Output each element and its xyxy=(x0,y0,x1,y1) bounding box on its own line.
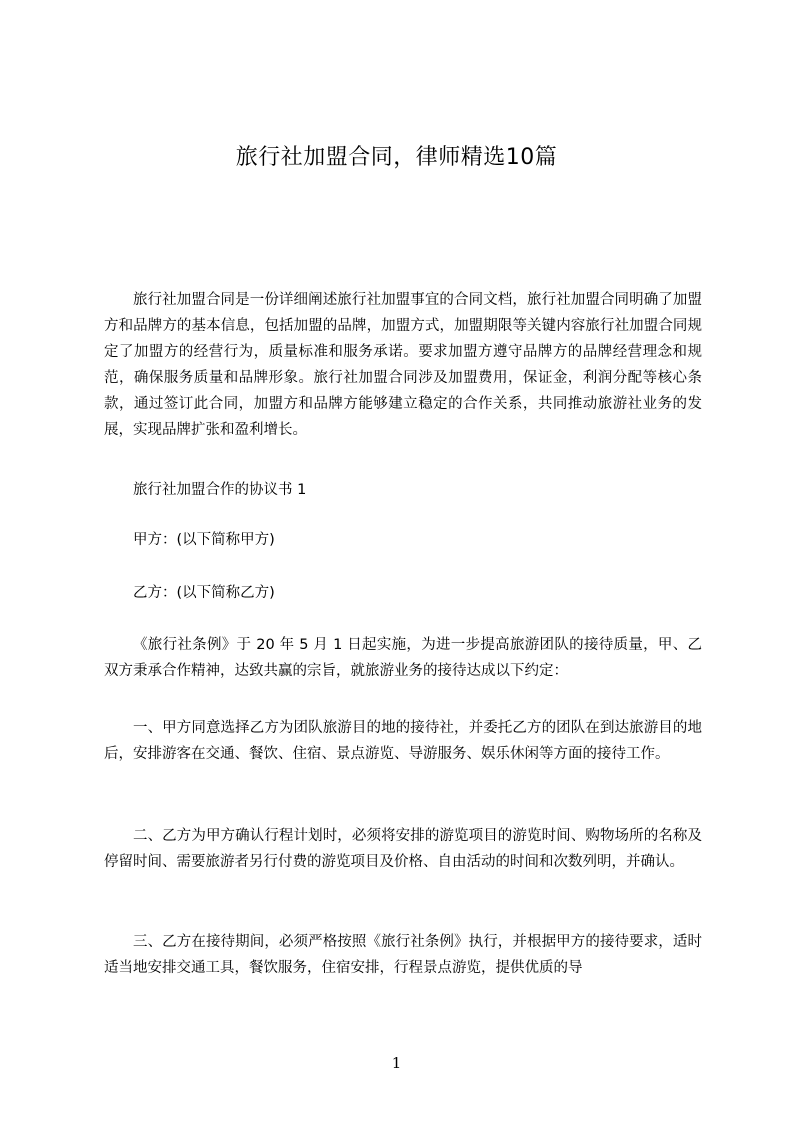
party-a-line: 甲方：(以下简称甲方) xyxy=(133,532,275,548)
clause-2-paragraph: 二、乙方为甲方确认行程计划时，必须将安排的游览项目的游览时间、购物场所的名称及停留时间、需要旅游者另行付费的游览项目及价格、自由活动的时间和次数列明，并确认。 xyxy=(104,828,702,870)
clause-1-block xyxy=(104,715,702,767)
page-number: 1 xyxy=(391,1054,402,1072)
clause-3-paragraph: 三、乙方在接待期间，必须严格按照《旅行社条例》执行，并根据甲方的接待要求，适时适当地安排交通工具，餐饮服务，住宿安排，行程景点游览，提供优质的导 xyxy=(104,934,702,976)
agreement-title: 旅行社加盟合作的协议书 1 xyxy=(133,482,307,498)
intro-paragraph-block xyxy=(104,287,702,443)
clause-1-paragraph: 一、甲方同意选择乙方为团队旅游目的地的接待社，并委托乙方的团队在到达旅游目的地后，安排游客在交通、餐饮、住宿、景点游览、导游服务、娱乐休闲等方面的接待工作。 xyxy=(104,720,702,762)
clause-2-block xyxy=(104,823,702,875)
intro-paragraph: 旅行社加盟合同是一份详细阐述旅行社加盟事宜的合同文档，旅行社加盟合同明确了加盟方和品牌方的基本信息，包括加盟的品牌，加盟方式，加盟期限等关键内容旅行社加盟合同规定了加盟方的经营行为，质量标准和服务承诺。要求加盟方遵守品牌方的品牌经营理念和规范，确保服务质量和品牌形象。旅行社加盟合同涉及加盟费用，保证金，利润分配等核心条款，通过签订此合同，加盟方和品牌方能够建立稳定的合作关系，共同推动旅游社业务的发展，实现品牌扩张和盈利增长。 xyxy=(104,292,702,438)
document-title: 旅行社加盟合同，律师精选10篇 xyxy=(235,145,558,170)
party-b-line: 乙方：(以下简称乙方) xyxy=(133,585,275,601)
party-a-block xyxy=(104,527,702,553)
clause-3-block xyxy=(104,929,702,981)
agreement-title-block xyxy=(104,477,702,503)
preamble-block xyxy=(104,632,702,684)
party-b-block xyxy=(104,580,702,606)
preamble-paragraph: 《旅行社条例》于 20 年 5 月 1 日起实施，为进一步提高旅游团队的接待质量，甲、乙双方秉承合作精神，达致共赢的宗旨，就旅游业务的接待达成以下约定： xyxy=(104,637,702,679)
